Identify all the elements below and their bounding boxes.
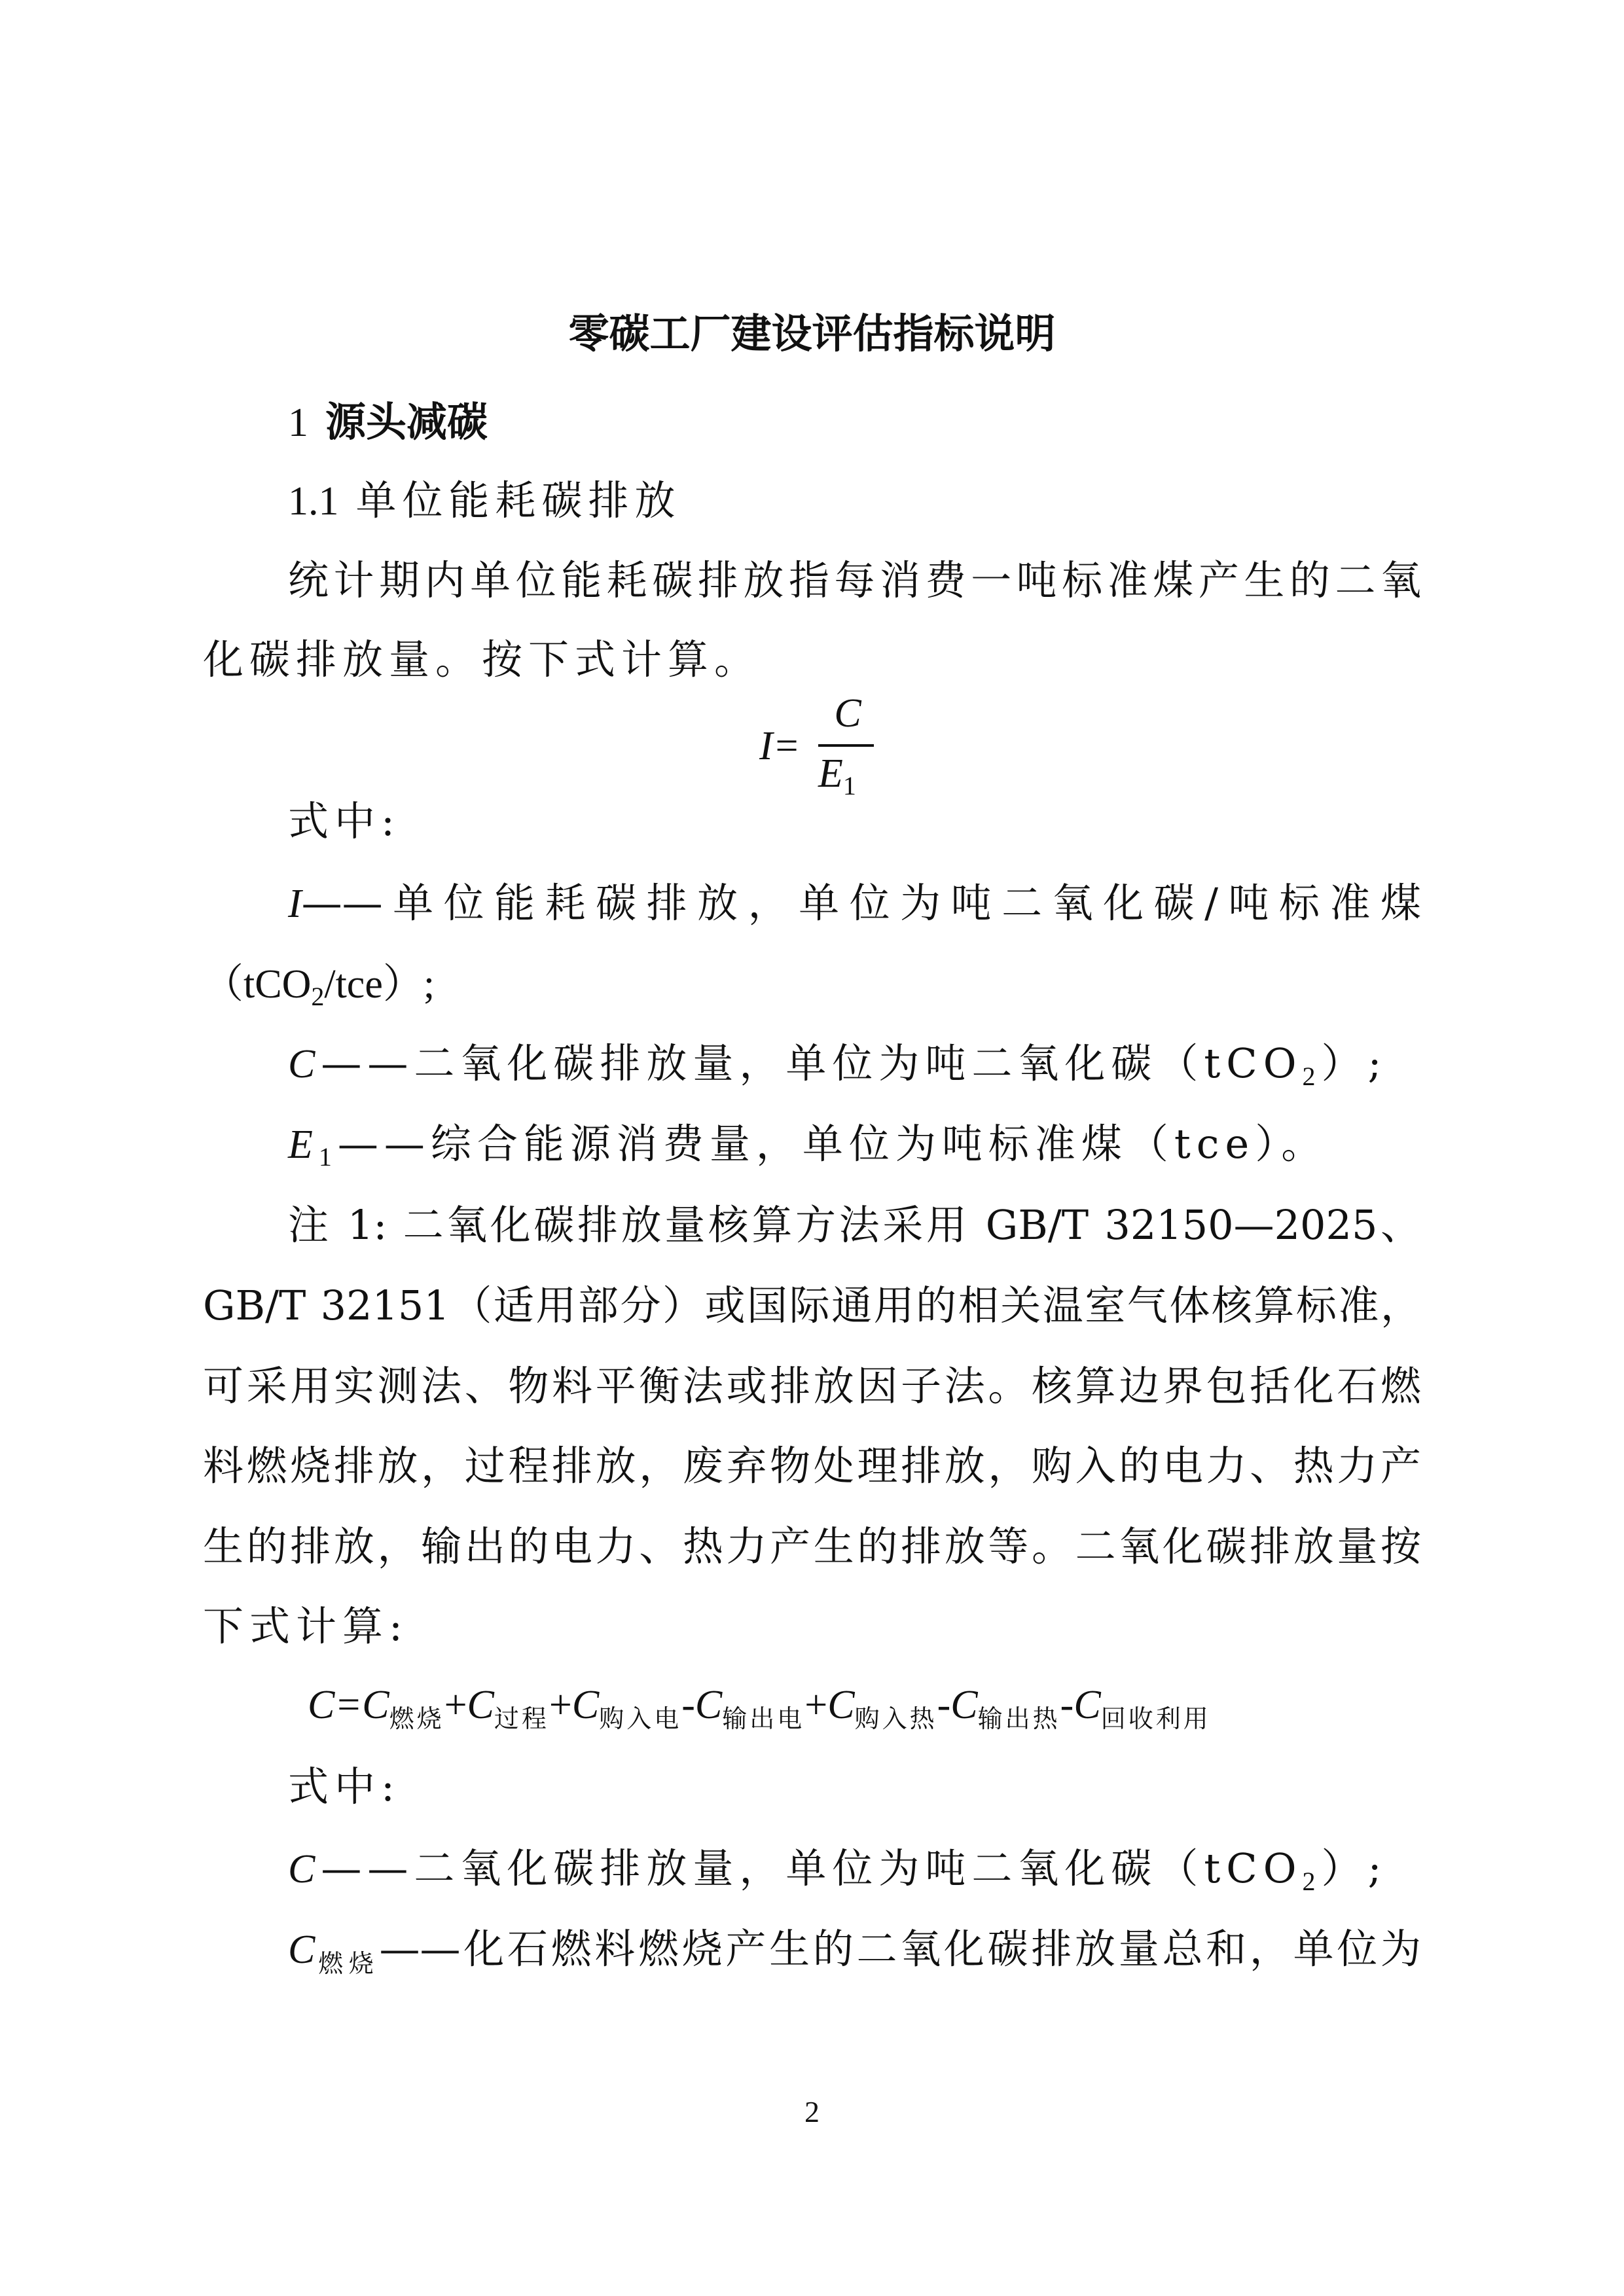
definition-C-variable: C bbox=[288, 1042, 321, 1086]
definition-C-2 bbox=[288, 1842, 1387, 1908]
section-1-number: 1 bbox=[288, 401, 308, 445]
formula-term-subscript: 购入电 bbox=[599, 1706, 682, 1733]
formula-term-subscript: 燃烧 bbox=[389, 1706, 444, 1733]
formula-term-subscript: 购入热 bbox=[854, 1706, 937, 1733]
formula-term-variable: C bbox=[467, 1683, 494, 1727]
formula-term-variable: C bbox=[827, 1683, 855, 1727]
formula-term-variable: C bbox=[1074, 1683, 1101, 1727]
formula-operator: - bbox=[1060, 1683, 1074, 1727]
formula-emissions-lhs: C= bbox=[308, 1683, 363, 1727]
section-1-1-heading bbox=[288, 475, 681, 528]
formula-intensity-lhs: I= bbox=[759, 724, 801, 768]
section-1-1-number: 1.1 bbox=[288, 479, 339, 524]
formula-operator: - bbox=[937, 1683, 951, 1727]
definition-C2-text: ——二氧化碳排放量，单位为吨二氧化碳（tCO bbox=[321, 1844, 1303, 1892]
paragraph-1-line-1: 统计期内单位能耗碳排放指每消费一吨标准煤产生的二氧 bbox=[288, 556, 1421, 604]
note-1-line-1: 注 1: 二氧化碳排放量核算方法采用 GB/T 32150—2025、 bbox=[288, 1201, 1421, 1249]
denominator-subscript: 1 bbox=[842, 771, 856, 800]
formula-intensity-denominator bbox=[818, 751, 856, 801]
definition-C2-close: ）; bbox=[1321, 1844, 1388, 1892]
definition-E1 bbox=[288, 1118, 1327, 1183]
definition-I-unit-close: /tce）; bbox=[324, 962, 435, 1007]
definition-I-unit-open: （tCO bbox=[203, 962, 312, 1007]
formula-term-variable: C bbox=[695, 1683, 723, 1727]
formula-operator: + bbox=[444, 1683, 467, 1727]
definition-I-unit bbox=[203, 958, 435, 1023]
section-1-heading bbox=[288, 396, 488, 449]
note-1-line-2: GB/T 32151（适用部分）或国际通用的相关温室气体核算标准， bbox=[203, 1282, 1421, 1329]
definition-I-text: ——单位能耗碳排放，单位为吨二氧化碳/吨标准煤 bbox=[301, 879, 1421, 927]
note-1-line-5: 生的排放，输出的电力、热力产生的排放等。二氧化碳排放量按 bbox=[203, 1522, 1421, 1570]
definition-I bbox=[288, 877, 1421, 930]
formula-term-subscript: 回收利用 bbox=[1100, 1706, 1211, 1733]
where-label-2: 式中: bbox=[288, 1763, 401, 1810]
definition-C2-subscript: 2 bbox=[1302, 1867, 1322, 1896]
definition-C2-variable: C bbox=[288, 1847, 321, 1892]
denominator-variable: E bbox=[818, 751, 843, 796]
definition-E1-variable: E bbox=[288, 1122, 319, 1167]
formula-operator: - bbox=[681, 1683, 695, 1727]
formula-term-variable: C bbox=[571, 1683, 600, 1727]
note-1-line-6: 下式计算: bbox=[203, 1602, 408, 1650]
definition-C-combustion-text: ——化石燃料燃烧产生的二氧化碳排放量总和，单位为 bbox=[379, 1925, 1421, 1973]
where-label-1: 式中: bbox=[288, 797, 401, 845]
definition-I-unit-subscript: 2 bbox=[311, 982, 325, 1011]
page-number: 2 bbox=[804, 2095, 820, 2128]
paragraph-1-line-2: 化碳排放量。按下式计算。 bbox=[203, 636, 761, 683]
formula-emissions bbox=[308, 1679, 1211, 1746]
formula-intensity bbox=[759, 691, 890, 808]
formula-term-subscript: 输出热 bbox=[977, 1706, 1060, 1733]
section-1-title: 源头减碳 bbox=[325, 398, 488, 446]
fraction-bar bbox=[818, 744, 874, 747]
definition-C-close: ）; bbox=[1321, 1039, 1388, 1087]
definition-C-subscript: 2 bbox=[1302, 1062, 1322, 1091]
formula-intensity-numerator: C bbox=[834, 691, 861, 736]
formula-term-variable: C bbox=[362, 1683, 389, 1727]
formula-operator: + bbox=[549, 1683, 572, 1727]
definition-E1-text: ——综合能源消费量，单位为吨标准煤（tce）。 bbox=[337, 1120, 1328, 1168]
definition-C bbox=[288, 1037, 1387, 1103]
formula-term-subscript: 过程 bbox=[494, 1706, 549, 1733]
formula-emissions-terms bbox=[362, 1683, 1211, 1733]
definition-I-variable: I bbox=[288, 882, 302, 926]
formula-term-variable: C bbox=[950, 1683, 978, 1727]
definition-C-combustion-variable: C bbox=[288, 1928, 316, 1972]
definition-C-combustion-subscript: 燃烧 bbox=[315, 1949, 380, 1978]
definition-C-text: ——二氧化碳排放量，单位为吨二氧化碳（tCO bbox=[321, 1039, 1303, 1087]
formula-term-subscript: 输出电 bbox=[722, 1706, 805, 1733]
note-1-line-3: 可采用实测法、物料平衡法或排放因子法。核算边界包括化石燃 bbox=[203, 1362, 1421, 1410]
note-1-line-4: 料燃烧排放，过程排放，废弃物处理排放，购入的电力、热力产 bbox=[203, 1442, 1421, 1490]
section-1-1-title: 单位能耗碳排放 bbox=[355, 476, 681, 524]
definition-C-combustion bbox=[288, 1923, 1421, 1990]
definition-E1-subscript: 1 bbox=[318, 1142, 338, 1172]
page-title: 零碳工厂建设评估指标说明 bbox=[568, 310, 1056, 357]
formula-operator: + bbox=[804, 1683, 828, 1727]
